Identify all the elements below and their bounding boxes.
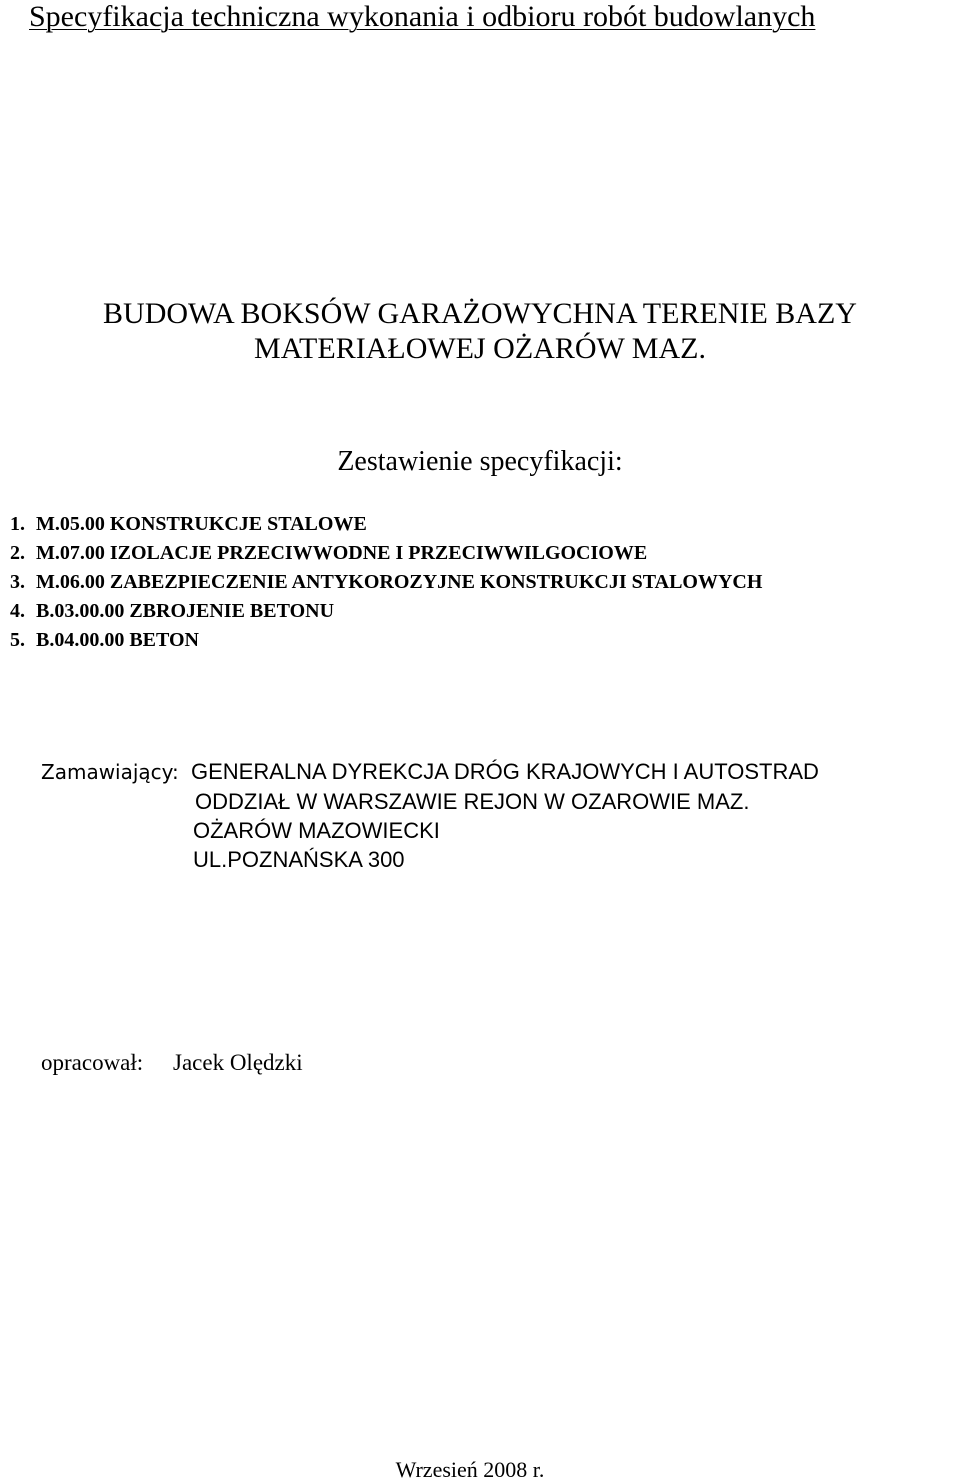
list-item-number: 2. [10, 542, 25, 564]
specifications-list [10, 510, 762, 655]
list-item-text: M.05.00 KONSTRUKCJE STALOWE [36, 513, 367, 535]
list-item-text: B.04.00.00 BETON [36, 629, 199, 651]
list-item-text: M.07.00 IZOLACJE PRZECIWWODNE I PRZECIWWILGOCIOWE [36, 542, 648, 564]
list-item [10, 510, 762, 539]
client-name-line: GENERALNA DYREKCJA DRÓG KRAJOWYCH I AUTOSTRAD [191, 759, 819, 784]
client-street-line: UL.POZNAŃSKA 300 [193, 847, 405, 872]
client-branch-line: ODDZIAŁ W WARSZAWIE REJON W OZAROWIE MAZ. [195, 789, 750, 814]
client-label: Zamawiający: [41, 760, 179, 784]
list-item-number: 1. [10, 513, 25, 535]
document-date: Wrzesień 2008 r. [395, 1457, 545, 1482]
list-item [10, 626, 762, 655]
list-item [10, 568, 762, 597]
list-item [10, 597, 762, 626]
client-city-line: OŻARÓW MAZOWIECKI [193, 818, 440, 843]
list-item-number: 3. [10, 571, 25, 593]
author-name: Jacek Olędzki [173, 1050, 303, 1075]
list-item-number: 5. [10, 629, 25, 651]
project-title-line-2: MATERIAŁOWEJ OŻARÓW MAZ. [254, 332, 706, 365]
specifications-heading: Zestawienie specyfikacji: [337, 446, 623, 477]
list-item-text: M.06.00 ZABEZPIECZENIE ANTYKOROZYJNE KONSTRUKCJI STALOWYCH [36, 571, 763, 593]
author-label: opracował: [41, 1050, 144, 1075]
list-item [10, 539, 762, 568]
project-title-line-1: BUDOWA BOKSÓW GARAŻOWYCHNA TERENIE BAZY [103, 297, 857, 330]
list-item-text: B.03.00.00 ZBROJENIE BETONU [36, 600, 335, 622]
document-header-title: Specyfikacja techniczna wykonania i odbioru robót budowlanych [29, 0, 816, 33]
list-item-number: 4. [10, 600, 25, 622]
